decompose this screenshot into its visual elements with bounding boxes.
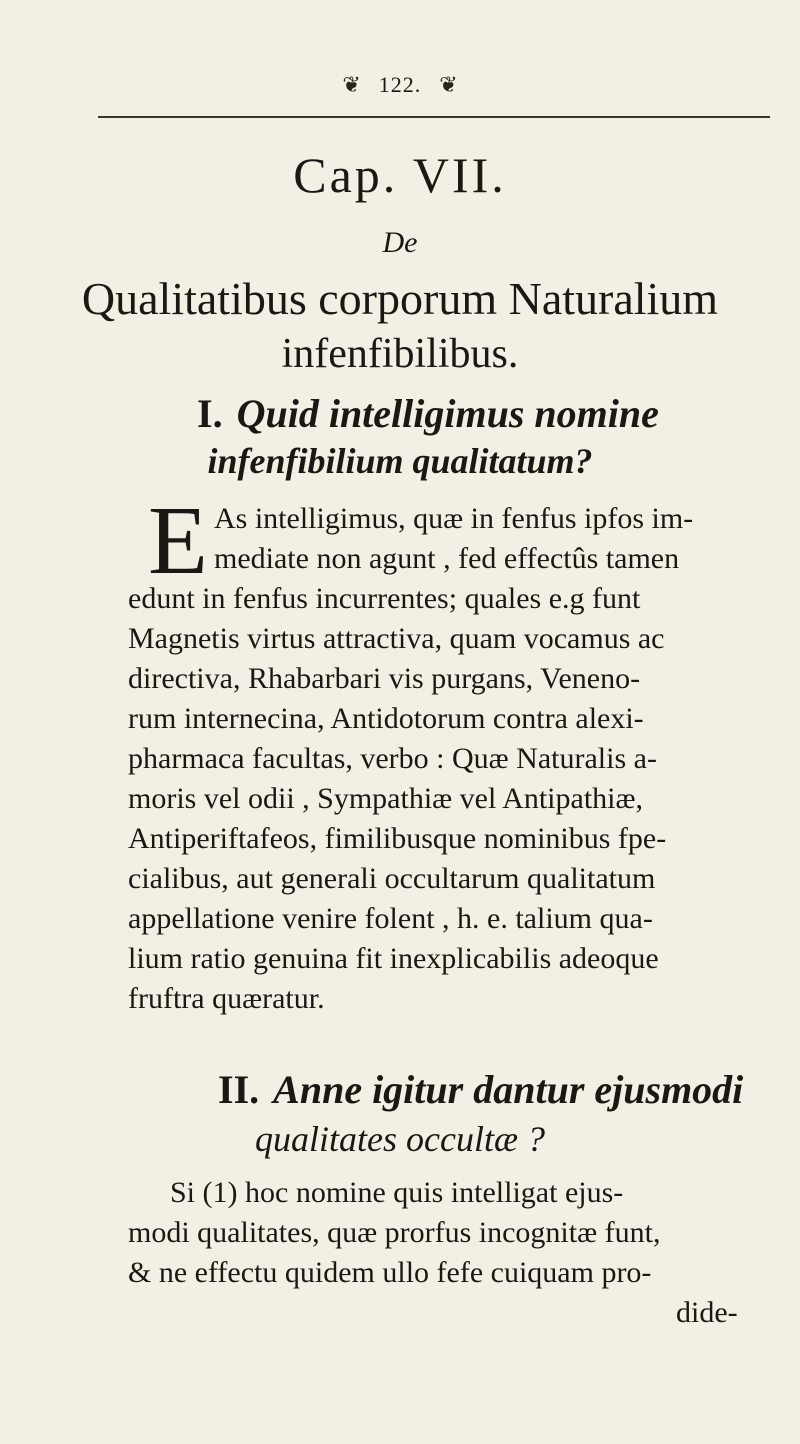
body-line: As intelligimus, quæ in fenfus ipfos im- (214, 502, 694, 535)
body-line: Magnetis virtus attractiva, quam vocamus ac (128, 622, 665, 655)
body-line: directiva, Rhabarbari vis purgans, Veneno- (128, 662, 641, 695)
ornament-right-icon: ❦ (439, 72, 458, 97)
chapter-label: Cap. VII. (293, 147, 507, 203)
drop-cap: E (148, 487, 208, 595)
body-line: Si (1) hoc nomine quis intelligat ejus- (170, 1176, 624, 1209)
body-line: lium ratio genuina fit inexplicabilis adeoque (128, 942, 659, 975)
body-line: appellatione venire folent , h. e. talium qua- (128, 902, 653, 935)
question1-heading-line2: infenfibilium qualitatum? (207, 441, 593, 481)
body-line: pharmaca facultas, verbo : Quæ Naturalis a- (128, 742, 657, 775)
question1-heading-text: Quid intelligimus nomine (236, 391, 659, 436)
body-line: moris vel odii , Sympathiæ vel Antipathiæ, (128, 782, 643, 815)
page-number: 122. (378, 72, 422, 97)
chapter-preposition: De (382, 226, 418, 259)
body-line: cialibus, aut generali occultarum qualitatum (128, 862, 656, 895)
header-rule (98, 116, 770, 118)
body-line: rum internecina, Antidotorum contra alexi- (128, 702, 644, 735)
body-line: & ne effectu quidem ullo fefe cuiquam pro- (128, 1256, 652, 1289)
catchword: dide- (676, 1296, 738, 1329)
question2-heading-line2: qualitates occultæ ? (255, 1119, 545, 1159)
body-line: modi qualitates, quæ prorfus incognitæ funt, (128, 1216, 661, 1249)
question2-heading (218, 1066, 743, 1113)
body-line: fruftra quæratur. (128, 982, 325, 1015)
chapter-title-line2: infenfibilibus. (281, 331, 519, 377)
body-line: edunt in fenfus incurrentes; quales e.g funt (128, 582, 641, 615)
body-line: mediate non agunt , fed effectûs tamen (214, 542, 680, 575)
ornament-left-icon: ❦ (342, 72, 361, 97)
running-header (0, 72, 800, 112)
question1-number: I. (197, 391, 223, 436)
body-line: Antiperiftafeos, fimilibusque nominibus fpe- (128, 822, 667, 855)
question2-heading-text: Anne igitur dantur ejusmodi (273, 1067, 744, 1112)
question1-heading (197, 390, 659, 437)
chapter-title-line1: Qualitatibus corporum Naturalium (81, 273, 719, 324)
question2-number: II. (218, 1067, 260, 1112)
